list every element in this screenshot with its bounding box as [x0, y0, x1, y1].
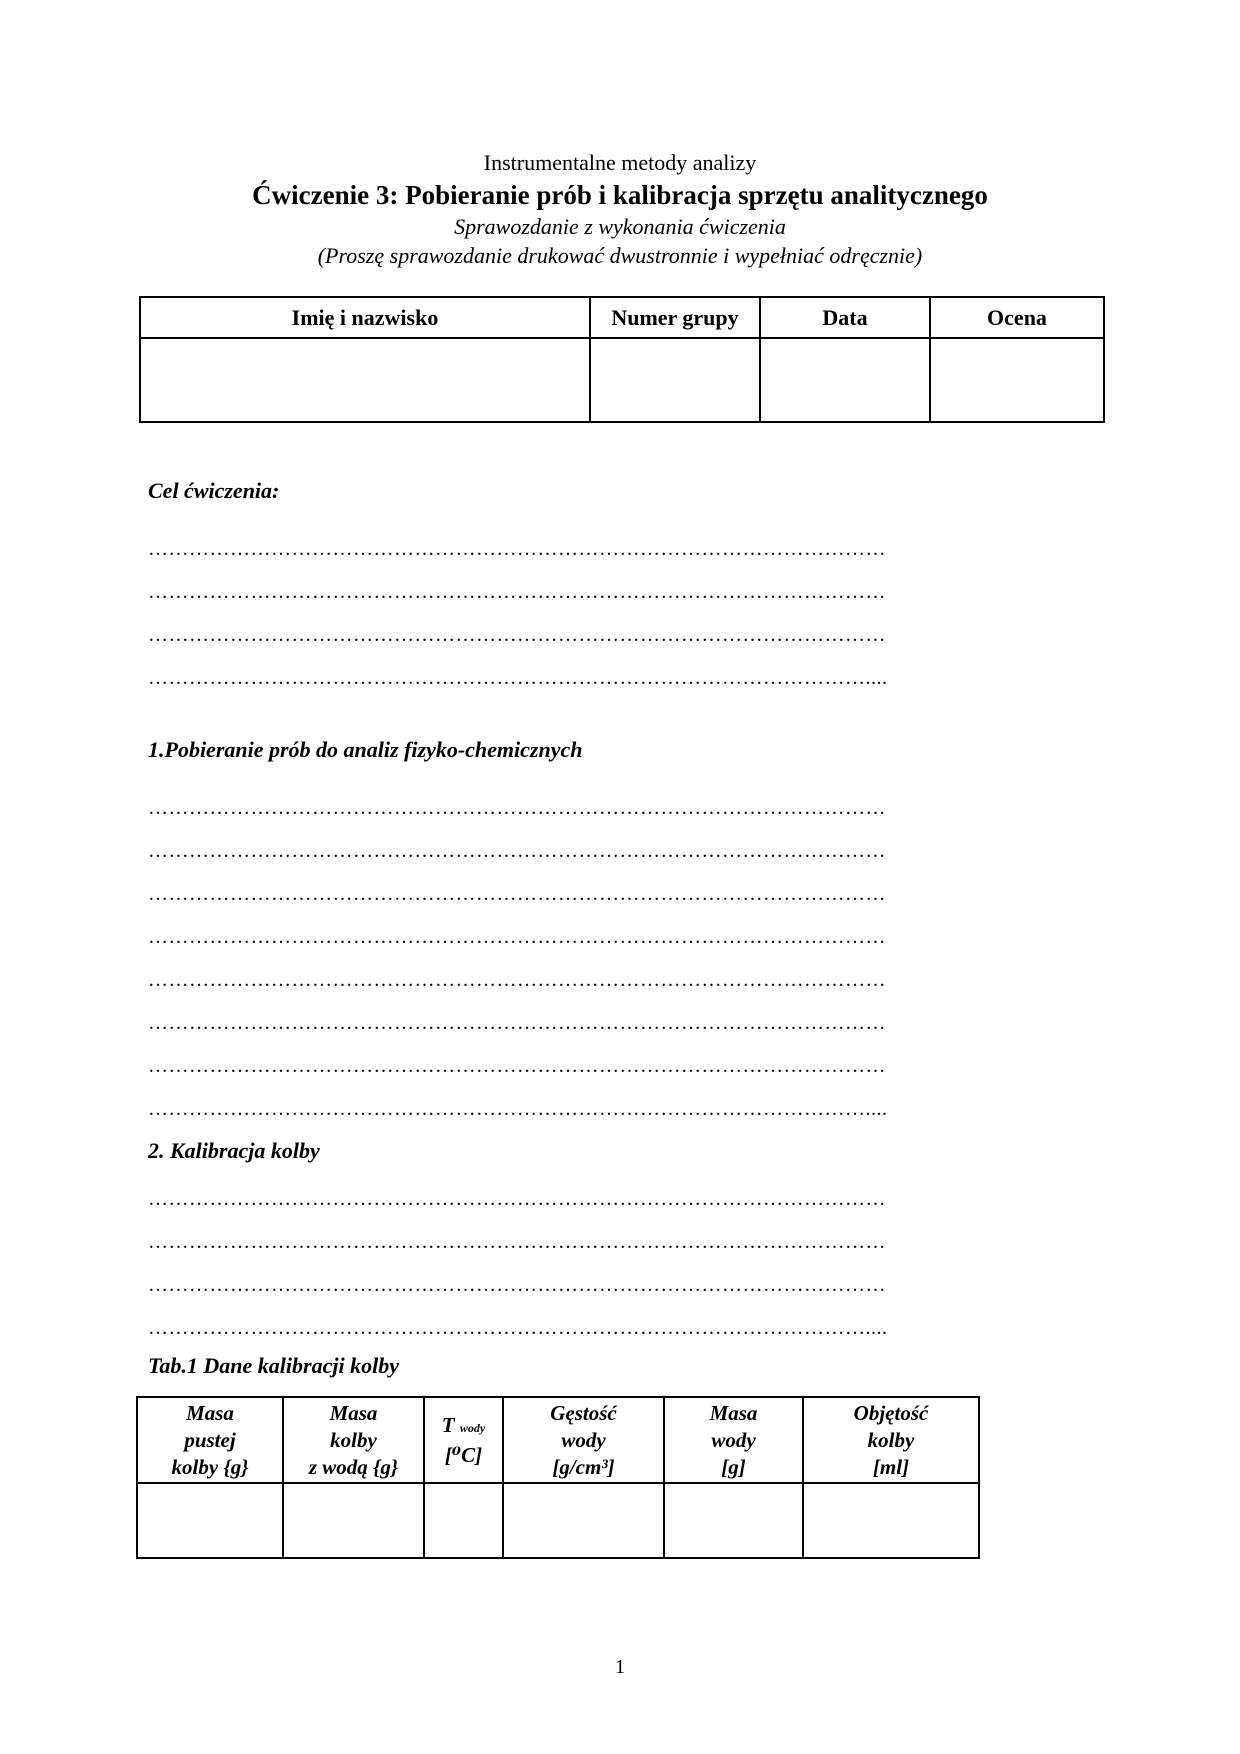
page-number: 1	[615, 1656, 625, 1678]
header-date: Data	[760, 297, 930, 338]
cell-empty-flask-mass[interactable]	[137, 1483, 283, 1558]
goal-line-2[interactable]: ………………………………………………………………………………………………	[148, 581, 886, 603]
sampling-line-2[interactable]: ………………………………………………………………………………………………	[148, 840, 886, 862]
cell-water-density[interactable]	[503, 1483, 664, 1558]
report-subtitle: Sprawozdanie z wykonania ćwiczenia	[454, 214, 786, 239]
calib-table-caption: Tab.1 Dane kalibracji kolby	[148, 1353, 399, 1378]
calibration-line-3[interactable]: ………………………………………………………………………………………………	[148, 1274, 886, 1296]
goal-line-3[interactable]: ………………………………………………………………………………………………	[148, 624, 886, 646]
print-instruction: (Proszę sprawozdanie drukować dwustronnie i wypełniać odręcznie)	[317, 243, 923, 268]
header-water-mass: Masa wody [g]	[664, 1397, 803, 1483]
header-flask-water-mass: Masa kolby z wodą {g}	[283, 1397, 424, 1483]
goal-line-4[interactable]: ……………………………………………………………………………………………....	[148, 667, 888, 689]
cell-name[interactable]	[140, 338, 590, 422]
header-empty-flask-mass: Masa pustej kolby {g}	[137, 1397, 283, 1483]
calibration-line-4[interactable]: ……………………………………………………………………………………………....	[148, 1317, 888, 1339]
cell-group[interactable]	[590, 338, 760, 422]
header-flask-volume: Objętość kolby [ml]	[803, 1397, 979, 1483]
course-name: Instrumentalne metody analizy	[483, 150, 757, 175]
calibration-table	[136, 1396, 980, 1559]
cell-flask-volume[interactable]	[803, 1483, 979, 1558]
cell-date[interactable]	[760, 338, 930, 422]
student-info-table	[139, 296, 1105, 423]
header-water-density: Gęstość wody [g/cm³]	[503, 1397, 664, 1483]
exercise-title: Ćwiczenie 3: Pobieranie prób i kalibracja sprzętu analitycznego	[252, 180, 988, 210]
sampling-line-4[interactable]: ………………………………………………………………………………………………	[148, 926, 886, 948]
header-group: Numer grupy	[590, 297, 760, 338]
sampling-line-6[interactable]: ………………………………………………………………………………………………	[148, 1012, 886, 1034]
cell-flask-water-mass[interactable]	[283, 1483, 424, 1558]
sampling-line-5[interactable]: ………………………………………………………………………………………………	[148, 969, 886, 991]
calibration-heading: 2. Kalibracja kolby	[148, 1138, 320, 1163]
cell-grade[interactable]	[930, 338, 1104, 422]
goal-heading: Cel ćwiczenia:	[148, 478, 280, 503]
sampling-line-8[interactable]: ……………………………………………………………………………………………....	[148, 1098, 888, 1120]
sampling-line-7[interactable]: ………………………………………………………………………………………………	[148, 1055, 886, 1077]
sampling-heading: 1.Pobieranie prób do analiz fizyko-chemicznych	[148, 737, 583, 762]
cell-water-temperature[interactable]	[424, 1483, 503, 1558]
header-grade: Ocena	[930, 297, 1104, 338]
calibration-line-1[interactable]: ………………………………………………………………………………………………	[148, 1188, 886, 1210]
sampling-line-1[interactable]: ………………………………………………………………………………………………	[148, 797, 886, 819]
cell-water-mass[interactable]	[664, 1483, 803, 1558]
header-water-temperature: T wody [⁰C]	[424, 1397, 503, 1483]
header-name: Imię i nazwisko	[140, 297, 590, 338]
sampling-line-3[interactable]: ………………………………………………………………………………………………	[148, 883, 886, 905]
goal-line-1[interactable]: ………………………………………………………………………………………………	[148, 538, 886, 560]
document-header	[0, 148, 1240, 270]
calibration-line-2[interactable]: ………………………………………………………………………………………………	[148, 1231, 886, 1253]
